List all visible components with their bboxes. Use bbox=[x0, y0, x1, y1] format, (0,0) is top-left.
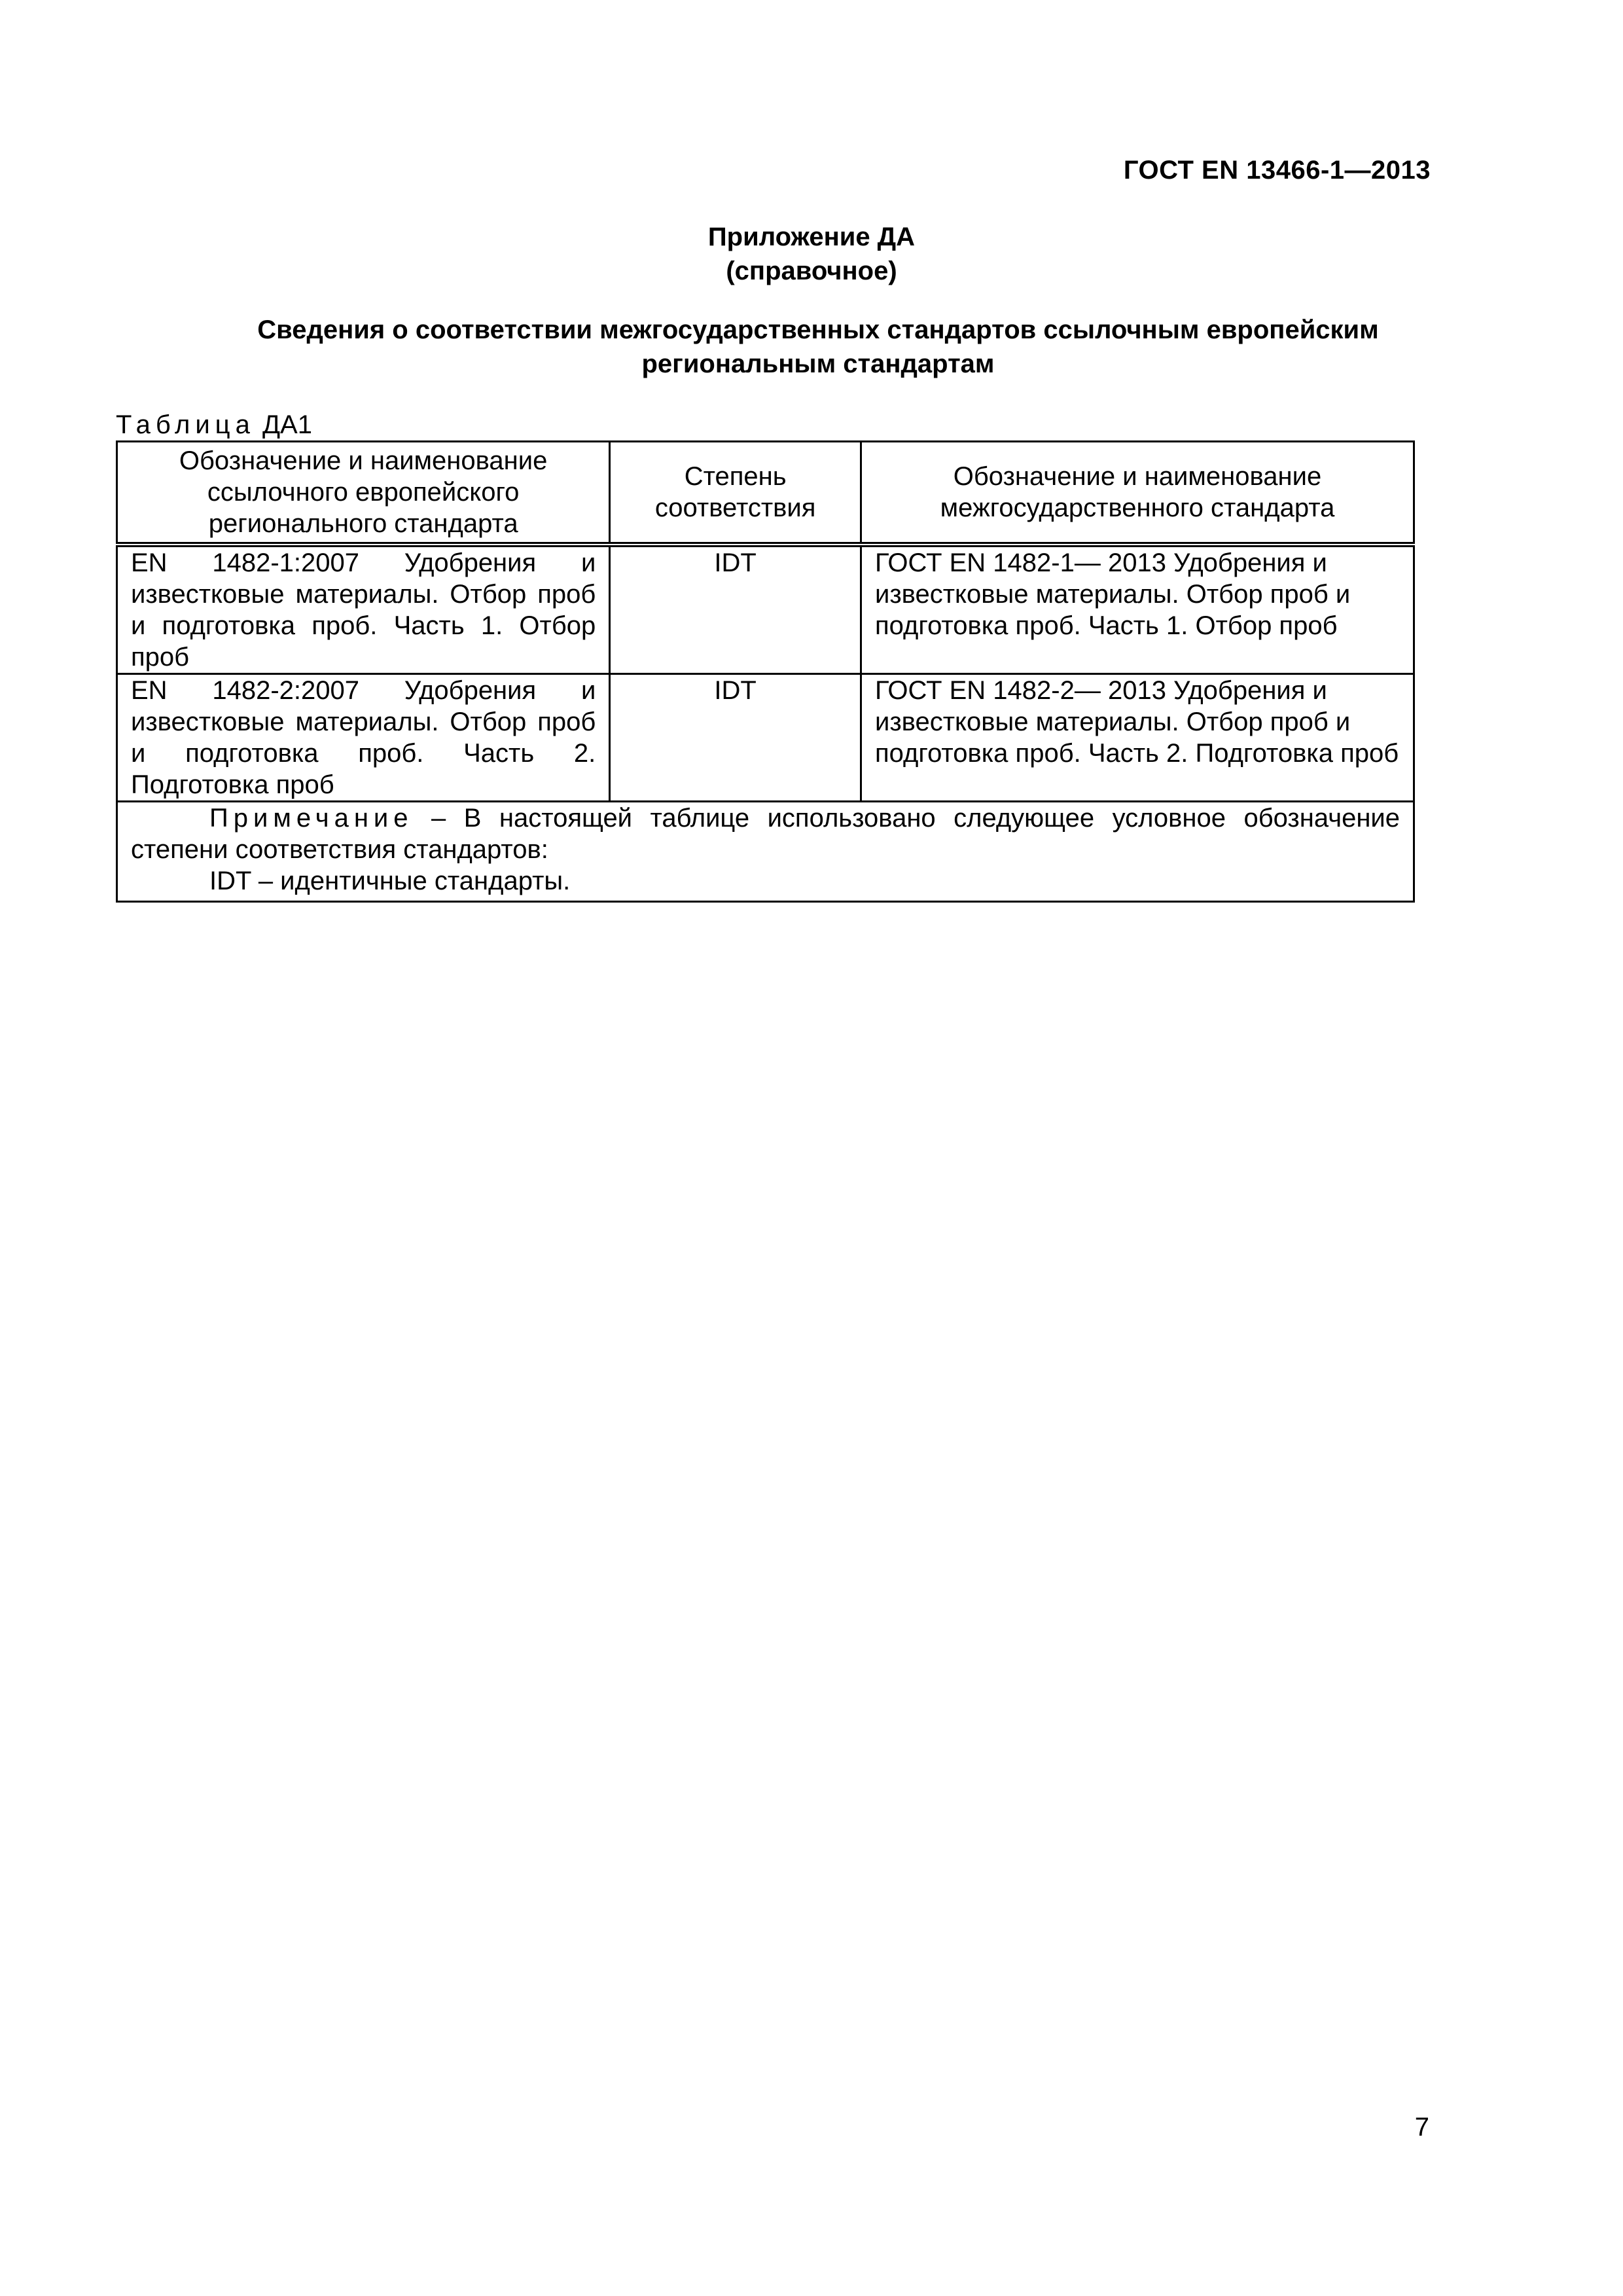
standards-correspondence-table bbox=[116, 440, 1415, 903]
section-title bbox=[196, 313, 1440, 381]
note-lead: Примечание bbox=[209, 804, 414, 833]
cell-degree: IDT bbox=[610, 674, 861, 802]
cell-interstate-standard: ГОСТ EN 1482-2— 2013 Удобрения и известковые материалы. Отбор проб и подготовка проб. Часть 2. Подготовка проб bbox=[861, 674, 1414, 802]
table-header-row bbox=[117, 442, 1414, 545]
cell-european-standard: EN 1482-2:2007 Удобрения и известковые материалы. Отбор проб и подготовка проб. Часть 2. Подготовка проб bbox=[117, 674, 610, 802]
appendix-heading bbox=[0, 220, 1623, 288]
table-caption-word: Таблица bbox=[116, 410, 255, 439]
appendix-subtitle: (справочное) bbox=[726, 257, 897, 285]
cell-degree: IDT bbox=[610, 545, 861, 674]
table-row bbox=[117, 674, 1414, 802]
cell-european-standard: EN 1482-1:2007 Удобрения и известковые материалы. Отбор проб и подготовка проб. Часть 1. Отбор проб bbox=[117, 545, 610, 674]
cell-interstate-standard: ГОСТ EN 1482-1— 2013 Удобрения и известковые материалы. Отбор проб и подготовка проб. Часть 1. Отбор проб bbox=[861, 545, 1414, 674]
table-note bbox=[117, 802, 1414, 902]
note-idt: IDT – идентичные стандарты. bbox=[209, 867, 571, 895]
header-degree: Степень соответствия bbox=[610, 442, 861, 545]
document-code: ГОСТ EN 13466-1—2013 bbox=[1123, 156, 1431, 185]
note-text: – В настоящей таблице использовано следующее условное обозначение степени соответствия стандартов: bbox=[131, 804, 1400, 864]
table-row bbox=[117, 545, 1414, 674]
header-interstate-standard: Обозначение и наименование межгосударственного стандарта bbox=[861, 442, 1414, 545]
table-body bbox=[117, 545, 1414, 902]
header-european-standard: Обозначение и наименование ссылочного европейского регионального стандарта bbox=[117, 442, 610, 545]
appendix-title: Приложение ДА bbox=[707, 223, 916, 251]
table-header bbox=[117, 442, 1414, 545]
page-number: 7 bbox=[1414, 2113, 1429, 2142]
section-title-line-1: Сведения о соответствии межгосударственных стандартов ссылочным европейским bbox=[257, 315, 1379, 344]
table-caption bbox=[116, 409, 312, 440]
table-caption-id: ДА1 bbox=[262, 410, 312, 439]
section-title-line-2: региональным стандартам bbox=[641, 350, 995, 378]
table-note-row bbox=[117, 802, 1414, 902]
